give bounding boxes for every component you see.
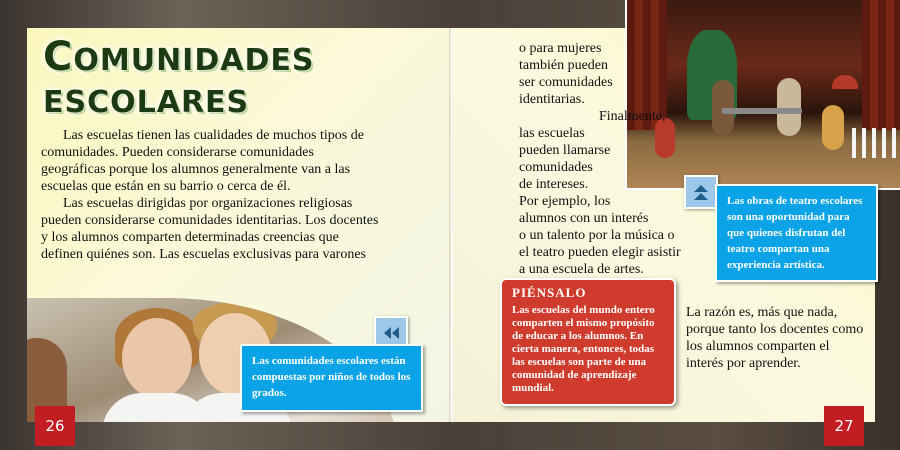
text-line: el teatro pueden elegir asistir: [519, 245, 681, 260]
photo-caption: Las obras de teatro escolares son una oportunidad para que quienes disfrutan del teatro compartan una experiencia artística.: [715, 184, 878, 282]
text-line: comunidades: [519, 160, 593, 175]
text-line: alumnos con un interés: [519, 211, 649, 226]
double-up-arrow-icon: [684, 175, 718, 209]
think-box: [500, 278, 676, 406]
closing-paragraph: La razón es, más que nada, porque tanto los docentes como los alumnos comparten el interés por aprender.: [686, 305, 864, 371]
page-title: [43, 36, 314, 124]
text-line: Finalmente,: [599, 109, 666, 124]
child-figure: [122, 318, 192, 398]
right-column-text: [519, 40, 689, 278]
stage-curtain: [862, 0, 900, 130]
text-line: las escuelas: [519, 126, 585, 141]
think-box-title: PIÉNSALO: [512, 285, 587, 300]
paragraph: Las escuelas tienen las cualidades de muchos tipos de comunidades. Pueden considerarse comunidades geográficas porque los alumnos generalmente van a las escuelas que están en su barrio o cerca de él.: [41, 128, 364, 194]
left-body-text: [41, 127, 381, 263]
stage-mushroom-prop: [832, 75, 858, 89]
page-number: 26: [35, 406, 75, 446]
text-line: o un talento por la música o: [519, 228, 675, 243]
title-line-2: ESCOLARES: [43, 85, 250, 120]
text-line: ser comunidades: [519, 75, 613, 90]
paragraph: [519, 108, 689, 278]
photo-caption: Las comunidades escolares están compuestas por niños de todos los grados.: [240, 344, 423, 412]
title-line-1: COMUNIDADES: [43, 34, 315, 80]
actor-figure: [777, 78, 801, 136]
text-line: Por ejemplo, los: [519, 194, 611, 209]
page-number: 27: [824, 406, 864, 446]
paragraph: [519, 40, 689, 108]
text-line: identitarias.: [519, 92, 585, 107]
text-line: de intereses.: [519, 177, 589, 192]
saw-prop: [722, 108, 802, 114]
think-box-body: Las escuelas del mundo entero comparten el mismo propósito de educar a los alumnos. En cierta manera, entonces, todas las escuelas son parte de una comunidad de aprendizaje mundial.: [512, 304, 655, 394]
stage-fence-prop: [852, 128, 900, 158]
text-line: o para mujeres: [519, 41, 602, 56]
text-line: también pueden: [519, 58, 609, 73]
text-line: pueden llamarse: [519, 143, 611, 158]
text-line: a una escuela de artes.: [519, 262, 644, 277]
paragraph: Las escuelas dirigidas por organizaciones religiosas pueden considerarse comunidades identitarias. Los docentes y los alumnos comparten determinadas creencias que definen quiénes son. Las escuelas exclusivas para varones: [41, 196, 379, 262]
actor-figure: [822, 105, 844, 150]
